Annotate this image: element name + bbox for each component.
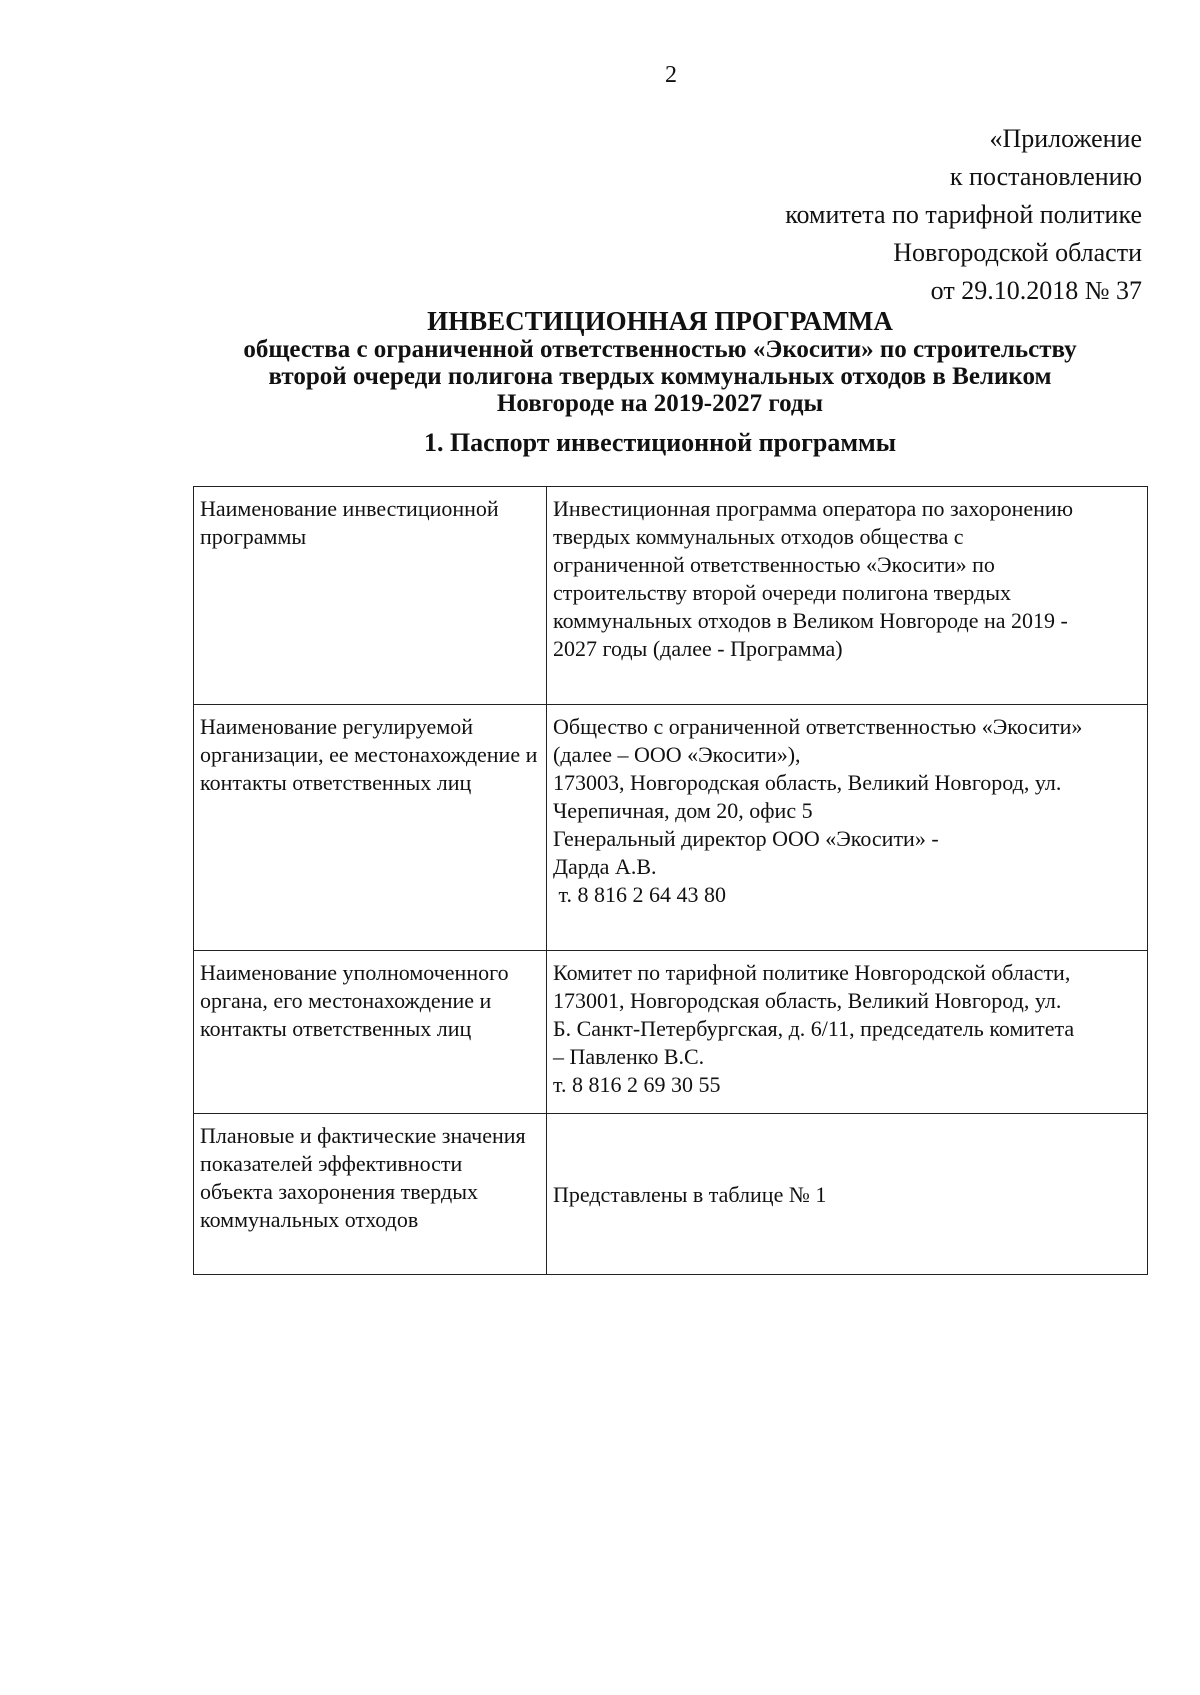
table-row: [194, 1114, 1148, 1275]
value-line: 173001, Новгородская область, Великий Новгород, ул.: [553, 988, 1062, 1013]
appendix-line: «Приложение: [989, 124, 1142, 153]
value-line: ограниченной ответственностью «Экосити» по: [553, 552, 995, 577]
row-value: [547, 1114, 1148, 1275]
row-value: [547, 951, 1148, 1114]
value-line: 173003, Новгородская область, Великий Новгород, ул.: [553, 770, 1062, 795]
section-title: 1. Паспорт инвестиционной программы: [423, 428, 897, 457]
sub-title-line: Новгороде на 2019-2027 годы: [496, 390, 824, 417]
value-line: Черепичная, дом 20, офис 5: [553, 798, 813, 823]
main-title: ИНВЕСТИЦИОННАЯ ПРОГРАММА: [427, 306, 893, 336]
value-line: Б. Санкт-Петербургская, д. 6/11, председатель комитета: [553, 1016, 1075, 1041]
value-line: Комитет по тарифной политике Новгородской области,: [553, 960, 1071, 985]
page-number: 2: [665, 62, 677, 88]
appendix-header: [785, 120, 1142, 310]
value-line: Инвестиционная программа оператора по захоронению: [553, 496, 1074, 521]
row-value: [547, 487, 1148, 705]
sub-title-line: второй очереди полигона твердых коммунальных отходов в Великом: [268, 363, 1052, 390]
document-title: [160, 306, 1160, 417]
value-line: Общество с ограниченной ответственностью «Экосити»: [553, 714, 1083, 739]
table-row: [194, 951, 1148, 1114]
value-line: Дарда А.В.: [553, 854, 657, 879]
value-line: твердых коммунальных отходов общества с: [553, 524, 964, 549]
value-line: – Павленко В.С.: [553, 1044, 705, 1069]
row-label: Плановые и фактические значения показателей эффективности объекта захоронения твердых коммунальных отходов: [194, 1114, 547, 1275]
row-label: Наименование уполномоченного органа, его местонахождение и контакты ответственных лиц: [194, 951, 547, 1114]
sub-title-line: общества с ограниченной ответственностью «Экосити» по строительству: [243, 336, 1077, 363]
appendix-line: от 29.10.2018 № 37: [930, 276, 1142, 305]
value-line: коммунальных отходов в Великом Новгороде на 2019 -: [553, 608, 1068, 633]
row-label: Наименование инвестиционной программы: [194, 487, 547, 705]
row-label: Наименование регулируемой организации, ее местонахождение и контакты ответственных лиц: [194, 705, 547, 951]
row-value: [547, 705, 1148, 951]
value-line: 2027 годы (далее - Программа): [553, 636, 843, 661]
value-line: т. 8 816 2 69 30 55: [553, 1072, 721, 1097]
table-row: [194, 487, 1148, 705]
value-line: (далее – ООО «Экосити»),: [553, 742, 801, 767]
value-line: Генеральный директор ООО «Экосити» -: [553, 826, 939, 851]
value-line: строительству второй очереди полигона твердых: [553, 580, 1012, 605]
appendix-line: комитета по тарифной политике: [785, 200, 1142, 229]
value-line: т. 8 816 2 64 43 80: [553, 882, 726, 907]
table-row: [194, 705, 1148, 951]
appendix-line: к постановлению: [949, 162, 1142, 191]
passport-table: [193, 486, 1148, 1275]
value-line: Представлены в таблице № 1: [553, 1182, 827, 1207]
appendix-line: Новгородской области: [893, 238, 1142, 267]
sub-title: [160, 336, 1160, 417]
